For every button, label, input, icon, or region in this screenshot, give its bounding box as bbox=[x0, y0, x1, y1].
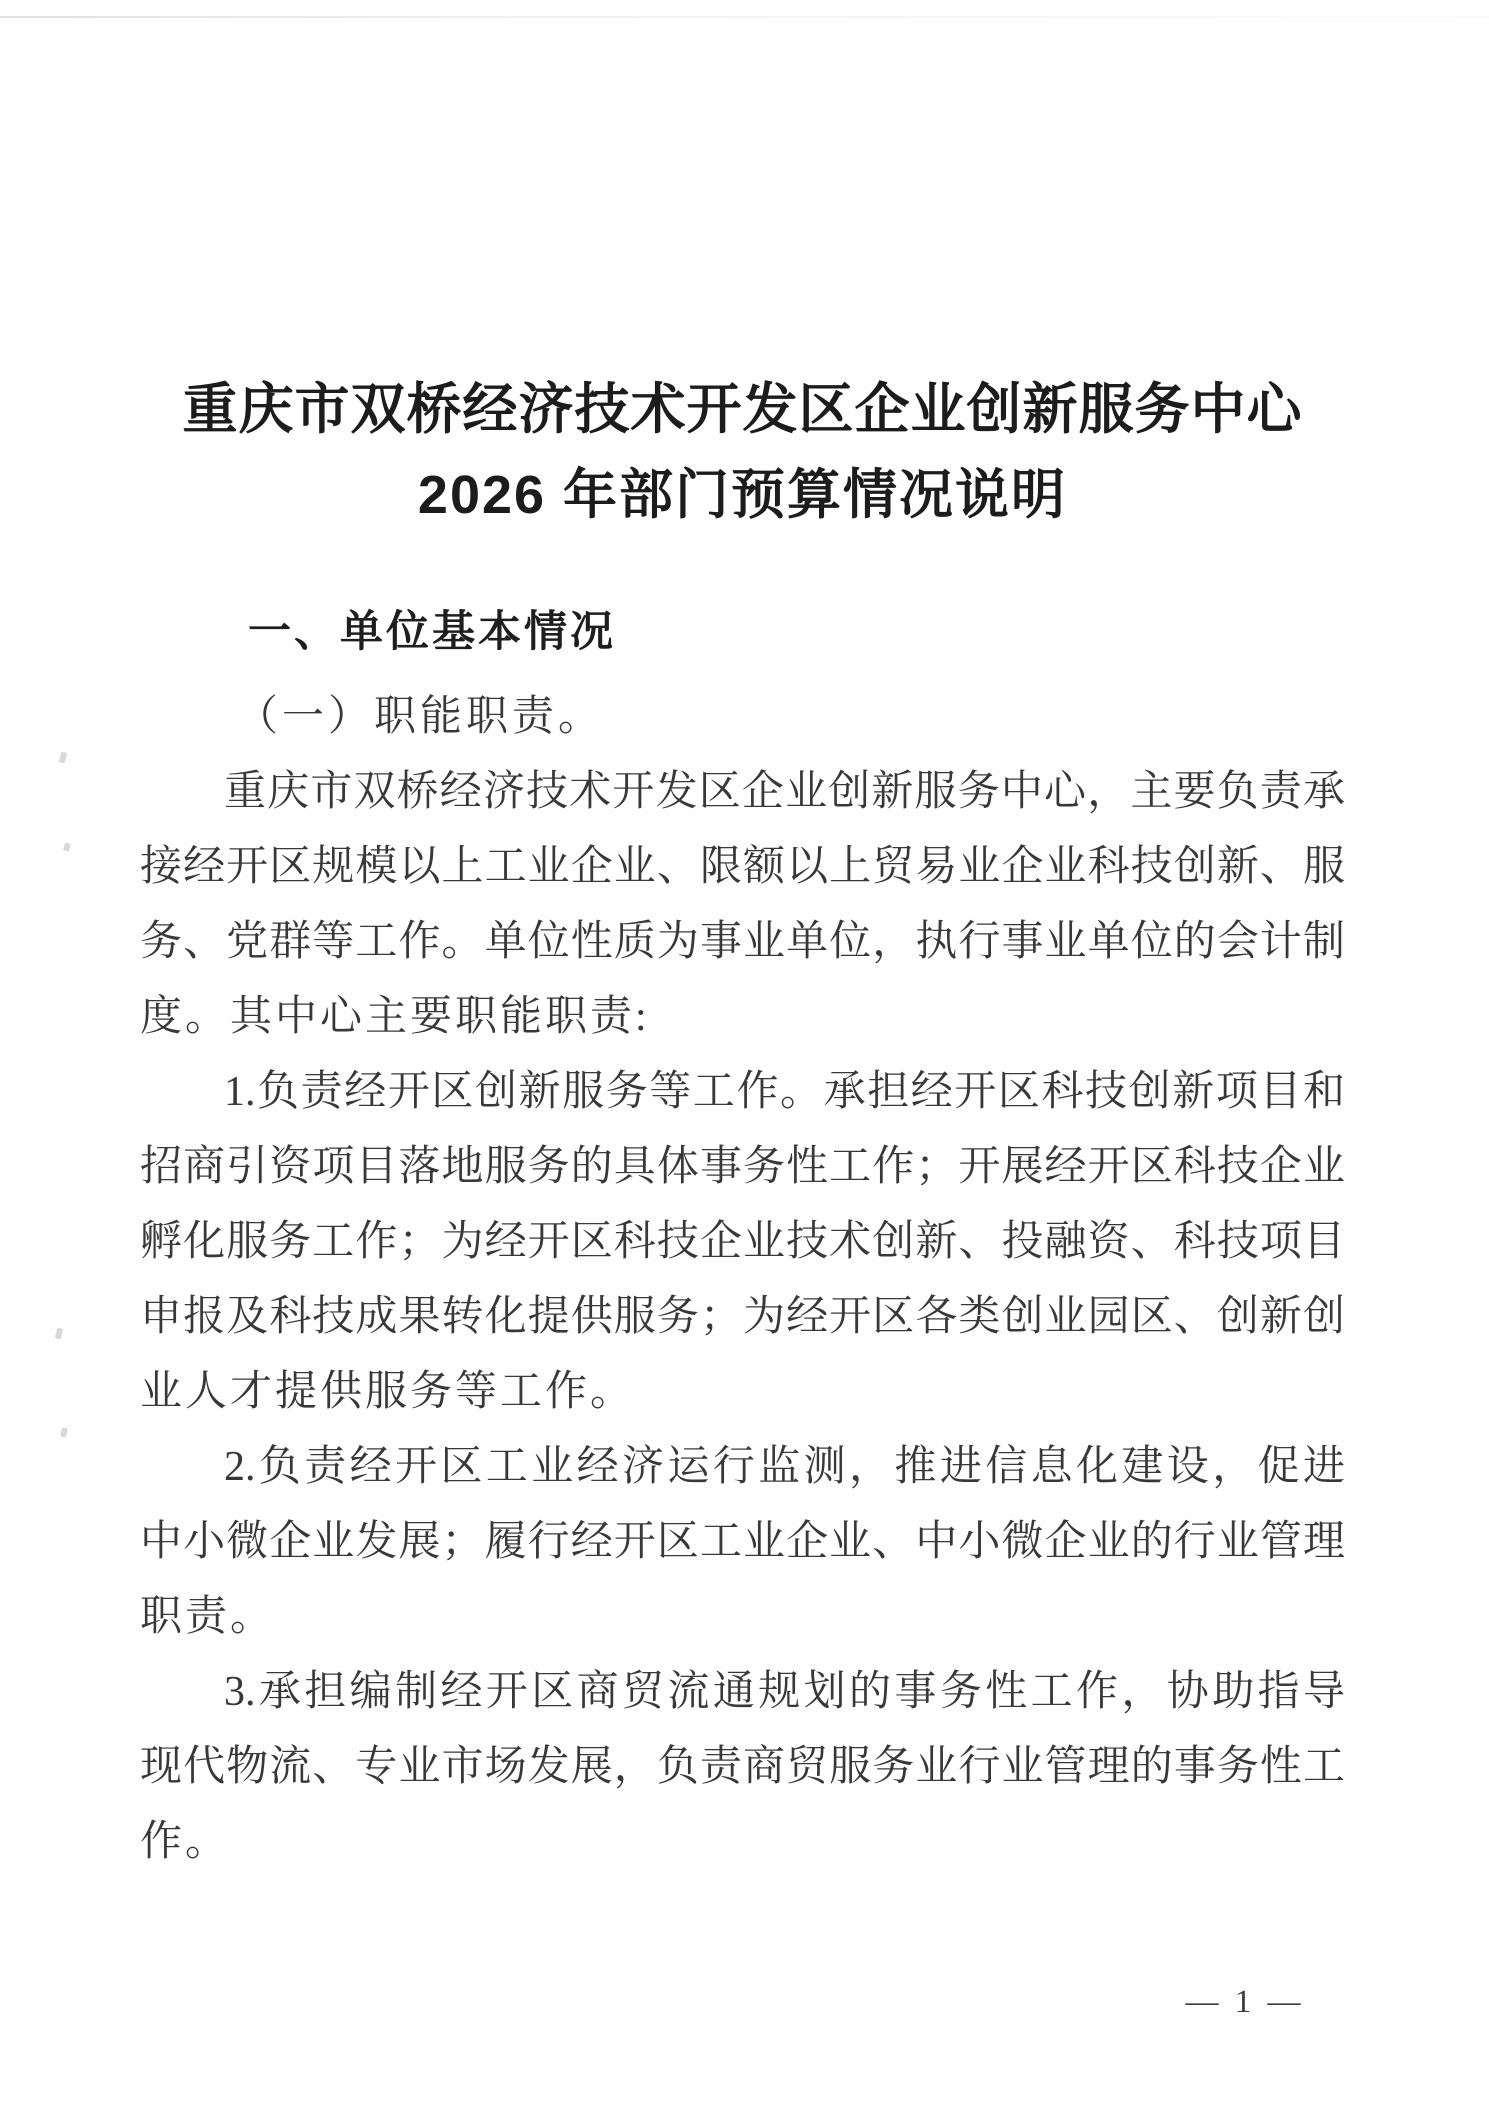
document-title-line2: 2026 年部门预算情况说明 bbox=[417, 465, 1068, 525]
body-line: 接经开区规模以上工业企业、限额以上贸易业企业科技创新、服 bbox=[140, 844, 1345, 890]
scan-edge-artifact bbox=[0, 16, 1489, 18]
section-heading: 一、单位基本情况 bbox=[248, 608, 616, 656]
body-line: 务、党群等工作。单位性质为事业单位，执行事业单位的会计制 bbox=[140, 919, 1345, 965]
page-number: — 1 — bbox=[1185, 1984, 1305, 2020]
body-line: 2.负责经开区工业经济运行监测，推进信息化建设，促进 bbox=[224, 1444, 1345, 1490]
scan-speck-artifact bbox=[55, 1327, 63, 1339]
body-line: 中小微企业发展；履行经开区工业企业、中小微企业的行业管理 bbox=[140, 1519, 1345, 1565]
body-line: 孵化服务工作；为经开区科技企业技术创新、投融资、科技项目 bbox=[140, 1219, 1345, 1265]
subsection-heading: （一）职能职责。 bbox=[236, 694, 605, 740]
body-line: 3.承担编制经开区商贸流通规划的事务性工作，协助指导 bbox=[224, 1669, 1345, 1715]
body-line: 重庆市双桥经济技术开发区企业创新服务中心，主要负责承 bbox=[224, 769, 1345, 815]
body-line: 1.负责经开区创新服务等工作。承担经开区科技创新项目和 bbox=[224, 1069, 1345, 1115]
scan-speck-artifact bbox=[59, 751, 67, 763]
body-line: 职责。 bbox=[140, 1594, 276, 1640]
document-title bbox=[140, 366, 1345, 538]
document-title-line1: 重庆市双桥经济技术开发区企业创新服务中心 bbox=[182, 378, 1303, 440]
body-line: 度。其中心主要职能职责: bbox=[140, 994, 650, 1040]
body-line: 业人才提供服务等工作。 bbox=[140, 1369, 636, 1415]
body-line: 作。 bbox=[140, 1819, 231, 1865]
body-line: 申报及科技成果转化提供服务；为经开区各类创业园区、创新创 bbox=[140, 1294, 1345, 1340]
scan-speck-artifact bbox=[63, 842, 71, 851]
document-body bbox=[140, 680, 1345, 1880]
scan-speck-artifact bbox=[60, 1427, 68, 1437]
body-line: 现代物流、专业市场发展，负责商贸服务业行业管理的事务性工 bbox=[140, 1744, 1345, 1790]
body-line: 招商引资项目落地服务的具体事务性工作；开展经开区科技企业 bbox=[140, 1144, 1345, 1190]
